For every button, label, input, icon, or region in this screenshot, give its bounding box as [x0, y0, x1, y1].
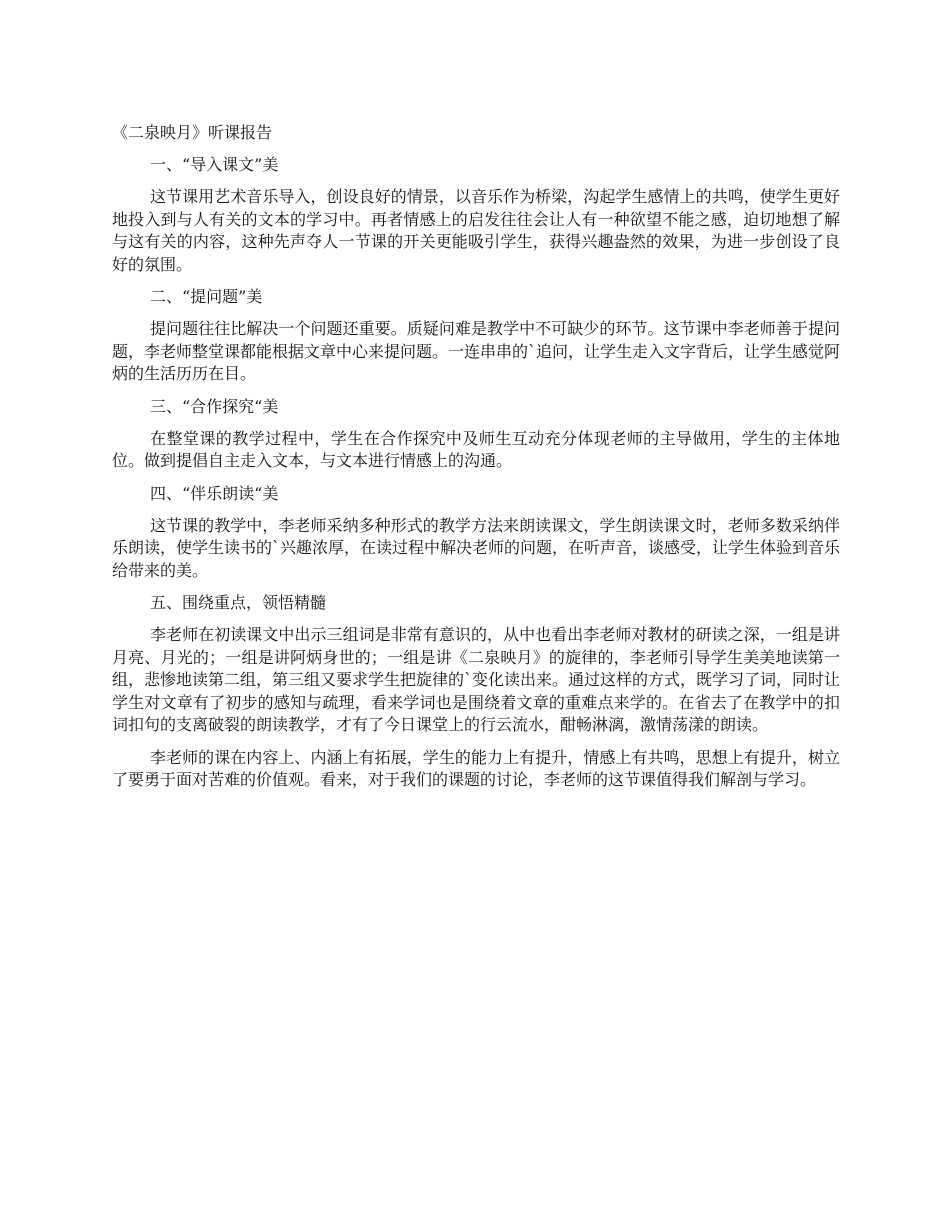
section-paragraph-3: 在整堂课的教学过程中，学生在合作探究中及师生互动充分体现老师的主导做用，学生的主体地位。做到提倡自主走入文本，与文本进行情感上的沟通。 — [112, 428, 840, 470]
section-paragraph-1: 这节课用艺术音乐导入，创设良好的情景，以音乐作为桥梁，沟起学生感情上的共鸣，使学生更好地投入到与人有关的文本的学习中。再者情感上的启发往往会让人有一种欲望不能之感，迫切地想了解与这有关的内容，这种先声夺人一节课的开关更能吸引学生，获得兴趣盎然的效果，为进一步创设了良好的氛围。 — [112, 187, 840, 274]
section-heading-4: 四、“伴乐朗读“美 — [150, 483, 279, 503]
document-page — [112, 122, 840, 802]
section-heading-1: 一、“导入课文”美 — [150, 155, 279, 174]
section-paragraph-5: 李老师在初读课文中出示三组词是非常有意识的，从中也看出李老师对教材的研读之深，一组是讲月亮、月光的；一组是讲阿炳身世的；一组是讲《二泉映月》的旋律的，李老师引导学生美美地读第一组，悲惨地读第二组，第三组又要求学生把旋律的`变化读出来。通过这样的方式，既学习了词，同时让学生对文章有了初步的感知与疏理，看来学词也是围绕着文章的重难点来学的。在省去了在教学中的扣词扣句的支离破裂的朗读教学，才有了今日课堂上的行云流水，酣畅淋漓，激情荡漾的朗读。 — [112, 625, 841, 734]
document-title: 《二泉映月》听课报告 — [112, 123, 273, 142]
section-heading-3: 三、“合作探究“美 — [150, 396, 279, 416]
section-paragraph-4: 这节课的教学中，李老师采纳多种形式的教学方法来朗读课文，学生朗读课文时，老师多数采纳伴乐朗读，使学生读书的`兴趣浓厚，在读过程中解决老师的问题，在听声音，谈感受，让学生体验到音乐给带来的美。 — [112, 515, 841, 580]
section-heading-2: 二、“提问题”美 — [150, 287, 263, 306]
conclusion-paragraph: 李老师的课在内容上、内涵上有拓展，学生的能力上有提升，情感上有共鸣，思想上有提升，树立了要勇于面对苦难的价值观。看来，对于我们的课题的讨论，李老师的这节课值得我们解剖与学习。 — [112, 747, 840, 789]
section-heading-5: 五、围绕重点，领悟精髓 — [150, 593, 327, 612]
section-paragraph-2: 提问题往往比解决一个问题还重要。质疑问难是教学中不可缺少的环节。这节课中李老师善于提问题，李老师整堂课都能根据文章中心来提问题。一连串串的`追问，让学生走入文字背后，让学生感觉阿炳的生活历历在目。 — [112, 319, 841, 383]
